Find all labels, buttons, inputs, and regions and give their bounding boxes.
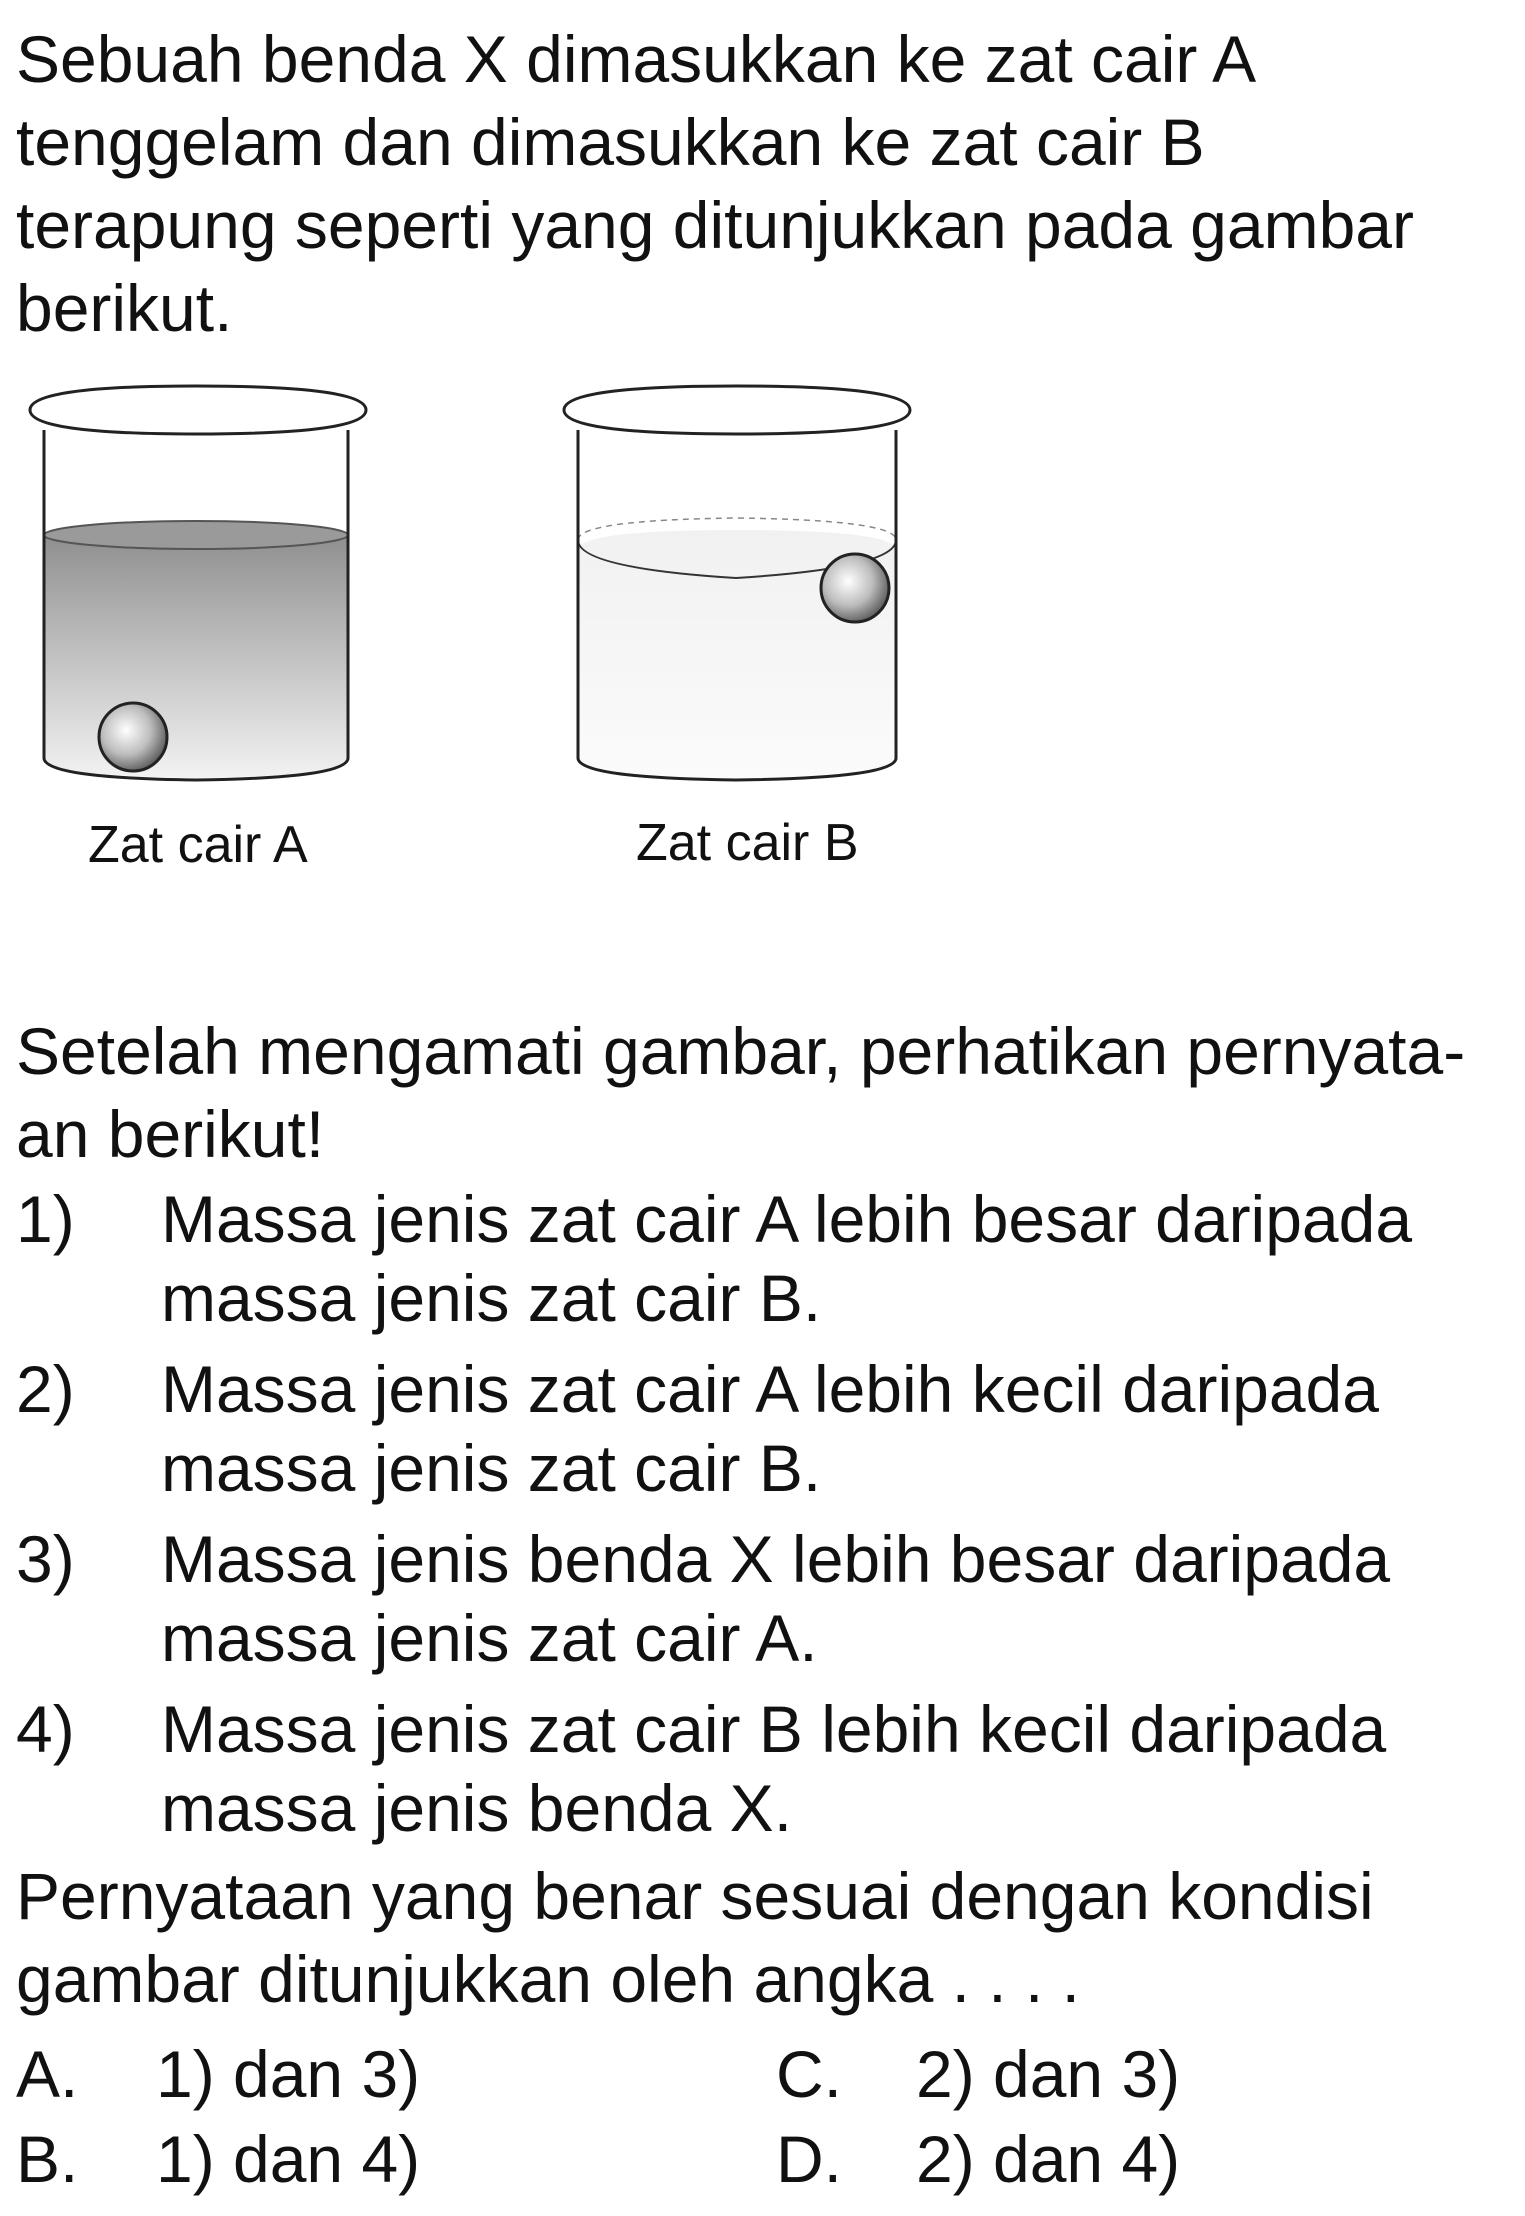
- intro-line: berikut.: [16, 271, 233, 345]
- instruction-paragraph: [16, 1010, 1496, 1176]
- option-text: 1) dan 4): [156, 2122, 421, 2196]
- question-paragraph: [16, 1855, 1496, 2021]
- option-d[interactable]: [776, 2120, 1180, 2198]
- statement-line: Massa jenis zat cair B lebih kecil daripada: [161, 1692, 1387, 1766]
- beaker-a-rim: [30, 386, 366, 434]
- liquid-a-surface: [44, 521, 348, 549]
- intro-paragraph: [16, 18, 1496, 350]
- option-letter: D.: [776, 2122, 842, 2196]
- beaker-a-label: Zat cair A: [88, 816, 308, 874]
- intro-line: tenggelam dan dimasukkan ke zat cair B: [16, 105, 1205, 179]
- option-text: 2) dan 3): [916, 2037, 1181, 2111]
- statement-line: Massa jenis benda X lebih besar daripada: [161, 1522, 1391, 1596]
- beaker-b-label: Zat cair B: [636, 814, 859, 872]
- statement-line: massa jenis zat cair B.: [161, 1261, 822, 1335]
- statement-number: 1): [16, 1182, 75, 1256]
- liquid-a: [44, 524, 348, 778]
- option-a[interactable]: [16, 2035, 420, 2113]
- intro-line: terapung seperti yang ditunjukkan pada gambar: [16, 188, 1414, 262]
- option-letter: B.: [16, 2122, 79, 2196]
- option-letter: A.: [16, 2037, 79, 2111]
- statement-item: [16, 1350, 1506, 1508]
- option-text: 2) dan 4): [916, 2122, 1181, 2196]
- statement-line: massa jenis zat cair A.: [161, 1601, 818, 1675]
- object-x-floating: [821, 554, 889, 622]
- intro-line: Sebuah benda X dimasukkan ke zat cair A: [16, 22, 1257, 96]
- question-line: Pernyataan yang benar sesuai dengan kondisi: [16, 1859, 1374, 1933]
- instruction-line: an berikut!: [16, 1097, 325, 1171]
- beaker-a: [30, 386, 366, 780]
- beakers-illustration: [0, 380, 1000, 800]
- object-x-sunk: [99, 703, 167, 771]
- option-letter: C.: [776, 2037, 842, 2111]
- option-b[interactable]: [16, 2120, 420, 2198]
- option-c[interactable]: [776, 2035, 1180, 2113]
- option-text: 1) dan 3): [156, 2037, 421, 2111]
- statement-number: 4): [16, 1692, 75, 1766]
- instruction-line: Setelah mengamati gambar, perhatikan pernyata-: [16, 1014, 1466, 1088]
- statement-line: massa jenis benda X.: [161, 1771, 793, 1845]
- beaker-b-rim: [564, 386, 910, 434]
- statement-line: Massa jenis zat cair A lebih kecil daripada: [161, 1352, 1379, 1426]
- statement-item: [16, 1690, 1506, 1848]
- statement-item: [16, 1180, 1506, 1338]
- statement-number: 3): [16, 1522, 75, 1596]
- beaker-b: [564, 386, 910, 780]
- statement-list: [16, 1180, 1506, 1860]
- statement-item: [16, 1520, 1506, 1678]
- answer-options: [16, 2035, 1506, 2205]
- statement-number: 2): [16, 1352, 75, 1426]
- question-line: gambar ditunjukkan oleh angka . . . .: [16, 1942, 1080, 2016]
- statement-line: Massa jenis zat cair A lebih besar daripada: [161, 1182, 1413, 1256]
- statement-line: massa jenis zat cair B.: [161, 1431, 822, 1505]
